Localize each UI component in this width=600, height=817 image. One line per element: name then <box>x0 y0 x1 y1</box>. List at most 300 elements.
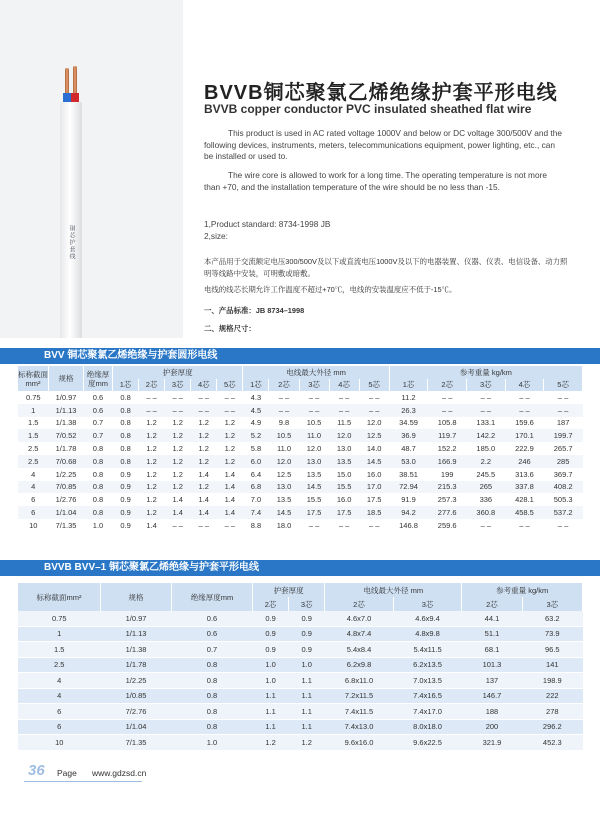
table-cell: 296.2 <box>522 719 582 735</box>
table-cell: 1/2.76 <box>55 495 77 505</box>
table-cell: 6.8x11.0 <box>325 673 394 689</box>
table-row <box>18 506 583 519</box>
table-cell: 188 <box>462 704 522 720</box>
table-cell: 91.9 <box>401 495 416 505</box>
table-cell: 1.1 <box>253 719 289 735</box>
table-cell: 187 <box>556 418 570 428</box>
table-cell: 48.7 <box>401 444 416 454</box>
table-cell: 68.1 <box>462 642 522 658</box>
core-header: 4芯 <box>329 379 359 392</box>
table-cell: 199.7 <box>544 429 583 442</box>
table-cell: 1.1 <box>289 688 325 704</box>
table-cell: 7/0.68 <box>49 455 84 468</box>
cable-print: 铜芯护套线 <box>68 225 74 260</box>
table-cell: 6 <box>31 495 36 505</box>
table-cell: 245.5 <box>476 469 496 479</box>
page-title-cn: BVVB铜芯聚氯乙烯绝缘护套平形电线 <box>204 82 558 104</box>
th2-insulation: 绝缘厚度mm <box>172 583 253 611</box>
table-cell: 10 <box>18 735 101 751</box>
table-row <box>18 481 583 494</box>
table-cell: 1.1 <box>289 673 325 689</box>
cn-intro: 本产品用于交流额定电压300/500V及以下或直流电压1000V及以下的电器装置、仪器、仪表、电信设备、动力照明等线路中安装，可明敷或暗敷。 <box>204 257 568 278</box>
th-sheath: 护套厚度 <box>113 366 243 379</box>
table-cell: 18.5 <box>359 506 389 519</box>
table-cell: 0.9 <box>113 481 139 494</box>
table-cell: 18.0 <box>276 520 292 530</box>
table-cell: 5.4x8.4 <box>325 642 394 658</box>
table-cell: 1 <box>18 626 101 642</box>
table-cell: 9.6x16.0 <box>325 735 394 751</box>
table-cell: 1.2 <box>139 481 165 494</box>
table-cell: 360.8 <box>467 506 506 519</box>
table-cell: – – <box>428 404 467 417</box>
table-cell: 7.4x17.0 <box>393 704 462 720</box>
table-cell: 14.0 <box>366 444 382 454</box>
table-cell: 0.9 <box>120 469 131 479</box>
table-cell: – – <box>338 520 350 530</box>
th2-spec: 规格 <box>101 583 172 611</box>
table-cell: 1.2 <box>139 455 165 468</box>
table-cell: 11.0 <box>276 444 292 454</box>
table-cell: 1.2 <box>146 495 157 505</box>
table-cell: 7.4 <box>243 506 269 519</box>
table-cell: – – <box>308 392 320 402</box>
table-row <box>18 455 583 468</box>
table-cell: 17.5 <box>366 495 382 505</box>
table-cell: 12.0 <box>269 455 299 468</box>
table-cell: 1.2 <box>253 735 289 751</box>
table-cell: 5.4x11.5 <box>393 642 462 658</box>
table-row <box>18 673 583 689</box>
th-outer-diameter: 电线最大外径 mm <box>243 366 389 379</box>
table-cell: 0.8 <box>120 418 131 428</box>
table-cell: – – <box>480 520 492 530</box>
table-cell: 0.6 <box>172 626 253 642</box>
core-header: 1芯 <box>113 379 139 392</box>
table-cell: 199 <box>440 469 454 479</box>
table-cell: 0.75 <box>18 611 101 626</box>
table-cell: 0.8 <box>172 657 253 673</box>
table-cell: 0.8 <box>84 481 113 494</box>
table-cell: – – <box>368 392 380 402</box>
table-row <box>18 519 583 532</box>
table-cell: 200 <box>462 719 522 735</box>
table-cell: 13.5 <box>306 469 322 479</box>
table-cell: 5.8 <box>250 444 262 454</box>
table-cell: 17.5 <box>329 506 359 519</box>
table-cell: 5.2 <box>243 429 269 442</box>
table-cell: – – <box>480 392 492 402</box>
core-header: 2芯 <box>139 379 165 392</box>
table-cell: 7.4x11.5 <box>325 704 394 720</box>
table-cell: – – <box>139 404 165 417</box>
table-cell: 0.6 <box>172 611 253 626</box>
core-header: 2芯 <box>253 597 289 611</box>
core-header: 2芯 <box>325 597 394 611</box>
footer-divider <box>24 781 142 782</box>
table-cell: 146.7 <box>462 688 522 704</box>
th2-outer-diameter: 电线最大外径 mm <box>325 583 462 597</box>
table-cell: 34.59 <box>399 418 418 428</box>
core-header: 5芯 <box>544 379 583 392</box>
table-cell: 0.9 <box>253 611 289 626</box>
table-cell: 452.3 <box>522 735 582 751</box>
table-cell: 278 <box>522 704 582 720</box>
table-cell: 36.9 <box>389 429 428 442</box>
table-cell: 7/1.35 <box>101 735 172 751</box>
table-cell: 0.6 <box>84 404 113 417</box>
table-cell: 13.5 <box>276 495 292 505</box>
table-cell: 1.1 <box>253 688 289 704</box>
product-photo <box>0 0 183 338</box>
table-row <box>18 642 583 658</box>
cn-size: 二、规格尺寸： <box>204 324 256 333</box>
copper-wire-1 <box>65 68 69 94</box>
table-cell: 170.1 <box>505 429 544 442</box>
table-cell: 0.8 <box>172 719 253 735</box>
size-line: 2,size: <box>204 230 228 241</box>
table-cell: 1.2 <box>172 418 183 428</box>
table-cell: 1.2 <box>172 469 183 479</box>
table-cell: 2.5 <box>18 657 101 673</box>
table-cell: 0.9 <box>289 626 325 642</box>
table-cell: 12.5 <box>276 469 292 479</box>
table-cell: 6.2x9.8 <box>325 657 394 673</box>
table-cell: – – <box>217 404 243 417</box>
table-row <box>18 417 583 430</box>
copper-wire-2 <box>73 66 77 94</box>
table-cell: 73.9 <box>522 626 582 642</box>
table-cell: 11.2 <box>401 392 416 402</box>
table-cell: 1.2 <box>217 455 243 468</box>
table-cell: 1.2 <box>224 418 236 428</box>
table-cell: 0.8 <box>172 688 253 704</box>
table-cell: 1.2 <box>289 735 325 751</box>
table-bvv-round <box>18 366 583 532</box>
table-cell: 96.5 <box>522 642 582 658</box>
table-cell: 11.0 <box>299 429 329 442</box>
table-cell: 152.2 <box>437 444 457 454</box>
table-cell: 1.0 <box>289 657 325 673</box>
table-cell: – – <box>146 392 157 402</box>
table-cell: 15.5 <box>329 481 359 494</box>
standard-paragraph <box>204 219 564 242</box>
table-cell: 1.2 <box>139 506 165 519</box>
table-row <box>18 704 583 720</box>
table-row <box>18 611 583 626</box>
table-cell: – – <box>278 392 290 402</box>
table-cell: 537.2 <box>544 506 583 519</box>
table-cell: – – <box>519 392 530 402</box>
table-cell: 265 <box>467 481 506 494</box>
table-cell: 4.3 <box>250 392 262 402</box>
th-spec: 规格 <box>49 366 84 391</box>
table-cell: 4.6x7.0 <box>325 611 394 626</box>
core-header: 5芯 <box>359 379 389 392</box>
table-cell: 166.9 <box>428 455 467 468</box>
table-cell: 1.2 <box>165 481 191 494</box>
table-cell: 1 <box>18 404 49 417</box>
table-cell: 14.5 <box>269 506 299 519</box>
table-cell: 14.5 <box>299 481 329 494</box>
table-cell: 1/1.38 <box>55 418 77 428</box>
table-cell: 1.0 <box>172 735 253 751</box>
table-cell: 4.5 <box>243 404 269 417</box>
table-row <box>18 442 583 455</box>
table-cell: 0.8 <box>92 495 104 505</box>
table-cell: 1.4 <box>146 520 157 530</box>
page-title-en: BVVB copper conductor PVC insulated sheathed flat wire <box>204 102 532 116</box>
core-header: 2芯 <box>269 379 299 392</box>
table-cell: 1.2 <box>191 429 217 442</box>
cn-standard: 一、产品标准：JB 8734–1998 <box>204 306 305 315</box>
table-row <box>18 493 583 506</box>
table-cell: 2.5 <box>28 444 39 454</box>
table-cell: 1.2 <box>198 444 209 454</box>
table-cell: – – <box>224 392 236 402</box>
table-cell: 1/1.38 <box>101 642 172 658</box>
table-cell: 9.6x22.5 <box>393 735 462 751</box>
table-cell: 72.94 <box>389 481 428 494</box>
th2-weight: 参考重量 kg/km <box>462 583 583 597</box>
core-header: 3芯 <box>289 597 325 611</box>
table-cell: 63.2 <box>522 611 582 626</box>
table-cell: 4.9 <box>250 418 262 428</box>
table2-title: BVVB BVV–1 铜芯聚氯乙烯绝缘与护套平形电线 <box>44 562 260 573</box>
table-cell: 222.9 <box>515 444 534 454</box>
table-cell: 337.8 <box>505 481 544 494</box>
table-cell: – – <box>338 392 350 402</box>
table-cell: 0.8 <box>113 455 139 468</box>
table-cell: 1.4 <box>172 495 183 505</box>
table-cell: 4 <box>18 481 49 494</box>
table-cell: 17.0 <box>359 481 389 494</box>
table-row <box>18 657 583 673</box>
table-cell: – – <box>224 520 236 530</box>
table-cell: 1.1 <box>289 719 325 735</box>
table-bvvb-flat <box>18 583 583 751</box>
table-cell: 1.4 <box>217 481 243 494</box>
table-cell: 285 <box>544 455 583 468</box>
table-cell: 259.6 <box>437 520 457 530</box>
table-cell: – – <box>467 404 506 417</box>
table-cell: 12.5 <box>359 429 389 442</box>
table-cell: 7.0 <box>250 495 262 505</box>
table-cell: 1.1 <box>289 704 325 720</box>
table-cell: 142.2 <box>467 429 506 442</box>
table-cell: 105.8 <box>437 418 457 428</box>
table-cell: – – <box>172 520 183 530</box>
table-cell: 428.1 <box>515 495 534 505</box>
table-cell: 0.9 <box>289 611 325 626</box>
core-header: 3芯 <box>393 597 462 611</box>
table-cell: – – <box>505 404 544 417</box>
table-cell: 94.2 <box>389 506 428 519</box>
table-cell: 246 <box>505 455 544 468</box>
table-cell: 141 <box>522 657 582 673</box>
table-cell: 505.3 <box>553 495 573 505</box>
table-cell: – – <box>557 392 569 402</box>
table-cell: 51.1 <box>462 626 522 642</box>
table-row <box>18 626 583 642</box>
table-cell: 7.0x13.5 <box>393 673 462 689</box>
table-cell: 7/0.85 <box>49 481 84 494</box>
table-cell: 0.75 <box>25 392 41 402</box>
table-cell: 2.2 <box>467 455 506 468</box>
table-cell: 1.4 <box>217 506 243 519</box>
table-cell: 0.8 <box>92 444 104 454</box>
table-cell: 6 <box>18 506 49 519</box>
table-cell: 9.8 <box>278 418 290 428</box>
table-cell: – – <box>299 404 329 417</box>
core-header: 5芯 <box>217 379 243 392</box>
table1-title: BVV 铜芯聚氯乙烯绝缘与护套圆形电线 <box>44 350 218 361</box>
core-header: 3芯 <box>299 379 329 392</box>
table-cell: 133.1 <box>476 418 496 428</box>
table-cell: 1.0 <box>253 657 289 673</box>
table-row <box>18 735 583 751</box>
table-cell: 4.8x7.4 <box>325 626 394 642</box>
table-cell: 1/0.97 <box>55 392 77 402</box>
table-cell: 0.8 <box>84 506 113 519</box>
table-row <box>18 391 583 404</box>
table-cell: 1/1.04 <box>101 719 172 735</box>
table-cell: 15.5 <box>306 495 322 505</box>
table-cell: 1.2 <box>165 455 191 468</box>
table-cell: 13.0 <box>336 444 352 454</box>
table-cell: 12.0 <box>329 429 359 442</box>
table-cell: 458.5 <box>505 506 544 519</box>
core-header: 1芯 <box>243 379 269 392</box>
table-cell: 1.2 <box>191 455 217 468</box>
table-cell: – – <box>359 404 389 417</box>
table-cell: 1.4 <box>198 469 209 479</box>
table-cell: – – <box>329 404 359 417</box>
table-cell: 1.4 <box>198 495 209 505</box>
table-cell: 16.0 <box>366 469 382 479</box>
table-cell: 321.9 <box>462 735 522 751</box>
table-cell: 1/1.13 <box>49 404 84 417</box>
table-cell: 0.9 <box>289 642 325 658</box>
table-cell: 7.2x11.5 <box>325 688 394 704</box>
table-cell: 0.8 <box>120 444 131 454</box>
table-cell: 137 <box>462 673 522 689</box>
table-cell: 11.5 <box>337 418 352 428</box>
table-cell: 1/1.04 <box>49 506 84 519</box>
table-cell: 0.6 <box>92 392 104 402</box>
table-cell: 336 <box>479 495 493 505</box>
table-cell: 0.9 <box>253 626 289 642</box>
table-cell: 198.9 <box>522 673 582 689</box>
table-cell: – – <box>441 392 453 402</box>
table-cell: 6 <box>18 719 101 735</box>
table-cell: 1/2.25 <box>101 673 172 689</box>
table-cell: 14.5 <box>359 455 389 468</box>
table-cell: 257.3 <box>437 495 457 505</box>
table-cell: 1/1.78 <box>55 444 77 454</box>
table-cell: 0.9 <box>120 520 131 530</box>
table-cell: 6.0 <box>243 455 269 468</box>
table-cell: 6.4 <box>250 469 262 479</box>
table-row <box>18 468 583 481</box>
table-cell: 1.1 <box>253 704 289 720</box>
table-cell: 1/2.25 <box>55 469 77 479</box>
table-row <box>18 429 583 442</box>
table-cell: 7.4x16.5 <box>393 688 462 704</box>
temperature-paragraph: The wire core is allowed to work for a long time. The operating temperature is not more than +70, and the installation temperature of the wire should be no less than -15. <box>204 170 547 192</box>
cable-sheath <box>60 102 82 338</box>
table-cell: 7.4x13.0 <box>325 719 394 735</box>
table-cell: 16.0 <box>336 495 352 505</box>
th-area: 标称截面mm² <box>18 366 49 391</box>
table-cell: 4.6x9.4 <box>393 611 462 626</box>
table-cell: 0.8 <box>172 673 253 689</box>
table-cell: – – <box>308 520 320 530</box>
table-cell: 10.5 <box>269 429 299 442</box>
table-cell: 8.8 <box>250 520 262 530</box>
table-cell: 1.5 <box>28 418 39 428</box>
table-cell: 26.3 <box>389 404 428 417</box>
th2-sheath: 护套厚度 <box>253 583 325 597</box>
core-header: 3芯 <box>165 379 191 392</box>
table-cell: – – <box>557 520 569 530</box>
table-cell: 119.7 <box>428 429 467 442</box>
table-cell: 2.5 <box>18 455 49 468</box>
table-cell: 6.2x13.5 <box>393 657 462 673</box>
table-cell: 6.8 <box>243 481 269 494</box>
table-cell: 1.2 <box>146 418 157 428</box>
table-cell: 0.9 <box>120 495 131 505</box>
table-row <box>18 719 583 735</box>
table-cell: 1.5 <box>18 642 101 658</box>
table-cell: 7/2.76 <box>101 704 172 720</box>
table-cell: 185.0 <box>476 444 496 454</box>
table-cell: 1/0.85 <box>101 688 172 704</box>
table-cell: 4.8x9.8 <box>393 626 462 642</box>
table-cell: 38.51 <box>399 469 418 479</box>
table-cell: 1.0 <box>253 673 289 689</box>
table-cell: 0.7 <box>92 418 104 428</box>
table-cell: 0.8 <box>172 704 253 720</box>
table-cell: 7/0.52 <box>49 429 84 442</box>
core-header: 2芯 <box>462 597 522 611</box>
table-cell: – – <box>519 520 530 530</box>
table-cell: 15.0 <box>336 469 352 479</box>
core-header: 4芯 <box>191 379 217 392</box>
table-cell: 1.4 <box>191 506 217 519</box>
table-cell: 6 <box>18 704 101 720</box>
table-cell: – – <box>165 404 191 417</box>
table-cell: 4 <box>18 688 101 704</box>
table-cell: 44.1 <box>462 611 522 626</box>
table-cell: 1/1.78 <box>101 657 172 673</box>
table-cell: – – <box>544 404 583 417</box>
table-cell: 1.2 <box>224 444 236 454</box>
table-cell: 0.8 <box>113 429 139 442</box>
table-cell: 10 <box>29 520 38 530</box>
table-cell: 17.5 <box>299 506 329 519</box>
table-cell: 1.2 <box>139 429 165 442</box>
table-cell: 0.8 <box>84 455 113 468</box>
table-cell: 10.5 <box>306 418 322 428</box>
th-insulation: 绝缘厚度mm <box>84 366 113 391</box>
th-weight: 参考重量 kg/km <box>389 366 582 379</box>
table-cell: – – <box>172 392 183 402</box>
table-cell: 1.2 <box>191 481 217 494</box>
table-cell: 1.5 <box>18 429 49 442</box>
table-cell: 1.4 <box>165 506 191 519</box>
table-row <box>18 404 583 417</box>
